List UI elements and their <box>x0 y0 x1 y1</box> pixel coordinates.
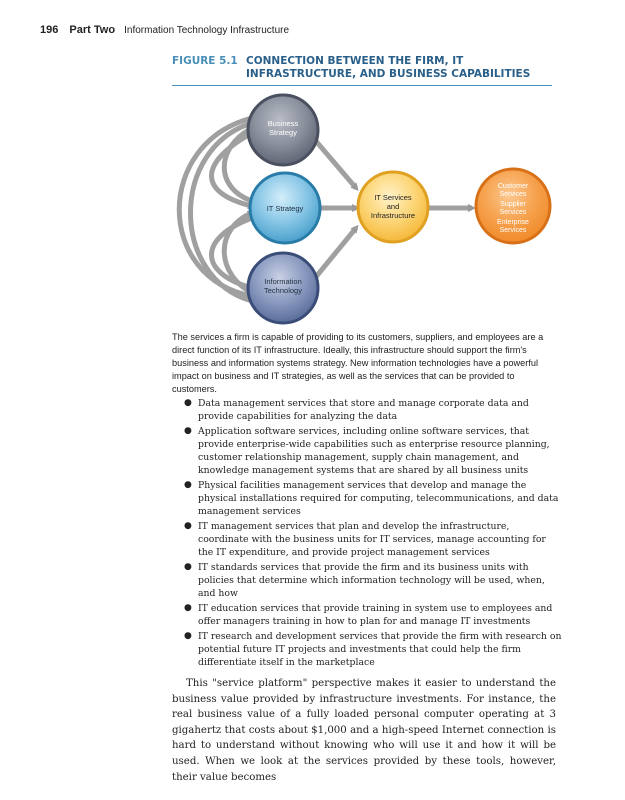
part-label: Part Two <box>69 24 116 36</box>
information-technology-label-1: Information <box>264 277 302 286</box>
body-paragraph: This "service platform" perspective makes it easier to understand the business value provided by infrastructure investments. For instance, the real business value of a fully loaded personal computer operating at 3 gigahertz that costs about $1,000 and a high-speed Internet connection is hard to understand without knowing who will use it and how it will be used. When we look at the services provided by these tools, however, their value becomes <box>172 678 556 783</box>
it-strategy-node <box>250 173 320 243</box>
business-strategy-node <box>248 95 318 165</box>
list-item <box>172 425 562 477</box>
list-item-text: IT standards services that provide the firm and its business units with policies that determine which information technology will be used, when, and how <box>198 562 545 599</box>
bullet-icon: ● <box>184 631 192 641</box>
running-header <box>40 24 289 36</box>
list-item <box>172 479 562 518</box>
services-bullet-list <box>172 397 562 671</box>
arrow-strategy-to-services <box>315 140 356 188</box>
information-technology-node <box>248 253 318 323</box>
section-label: Information Technology Infrastructure <box>124 25 290 36</box>
business-strategy-label-1: Business <box>267 119 299 128</box>
bullet-icon: ● <box>184 398 192 408</box>
supplier-services-label-1: Supplier <box>500 201 526 208</box>
customer-services-label-2: Services <box>499 191 527 198</box>
it-services-label-2: and <box>386 202 400 211</box>
enterprise-services-label-1: Enterprise <box>497 219 529 226</box>
bullet-icon: ● <box>184 426 192 436</box>
list-item-text: IT research and development services that provide the firm with research on potential future IT projects and investments that could help the firm differentiate itself in the marketplace <box>198 631 562 668</box>
it-strategy-label: IT Strategy <box>266 204 304 213</box>
figure-number: FIGURE 5.1 <box>172 55 238 67</box>
it-services-label-3: Infrastructure <box>370 211 416 220</box>
it-infrastructure-diagram <box>160 88 560 328</box>
list-item-text: Data management services that store and manage corporate data and provide capabilities for analyzing the data <box>198 398 529 422</box>
list-item <box>172 397 562 423</box>
arrow-tech-to-services <box>315 228 356 278</box>
business-capabilities-node <box>476 169 550 243</box>
arc-itstrategy-to-tech <box>212 218 253 288</box>
list-item-text: Physical facilities management services that develop and manage the physical installations required for computing, telecommunications, and data management services <box>198 480 559 517</box>
customer-services-label-1: Customer <box>497 183 529 190</box>
figure-caption: The services a firm is capable of providing to its customers, suppliers, and employees are a direct function of its IT infrastructure. Ideally, this infrastructure should support the firm's business and information systems strategy. New information technologies have a powerful impact on business and IT strategies, as well as the services that can be provided to customers. <box>172 332 544 394</box>
page-number: 196 <box>40 24 59 36</box>
bullet-icon: ● <box>184 562 192 572</box>
it-services-label-1: IT Services <box>374 193 412 202</box>
list-item <box>172 630 562 669</box>
bullet-icon: ● <box>184 603 192 613</box>
list-item <box>172 602 562 628</box>
figure-title: CONNECTION BETWEEN THE FIRM, IT INFRASTRUCTURE, AND BUSINESS CAPABILITIES <box>246 55 531 80</box>
business-strategy-label-2: Strategy <box>269 128 297 137</box>
feedback-arrows <box>179 118 252 301</box>
list-item-text: IT management services that plan and develop the infrastructure, coordinate with the business units for IT services, manage accounting for the IT expenditure, and provide project management services <box>198 521 546 558</box>
list-item <box>172 520 562 559</box>
list-item-text: IT education services that provide training in system use to employees and offer managers training in how to plan for and manage IT investments <box>198 603 553 627</box>
bullet-icon: ● <box>184 521 192 531</box>
supplier-services-label-2: Services <box>499 209 527 216</box>
bullet-icon: ● <box>184 480 192 490</box>
information-technology-label-2: Technology <box>264 286 302 295</box>
list-item <box>172 561 562 600</box>
enterprise-services-label-2: Services <box>499 227 527 234</box>
list-item-text: Application software services, including online software services, that provide enterprise-wide capabilities such as enterprise resource planning, customer relationship management, supply chain management, and knowledge management systems that are shared by all business units <box>198 426 550 476</box>
figure-rule <box>172 85 552 86</box>
it-services-node <box>358 172 428 242</box>
